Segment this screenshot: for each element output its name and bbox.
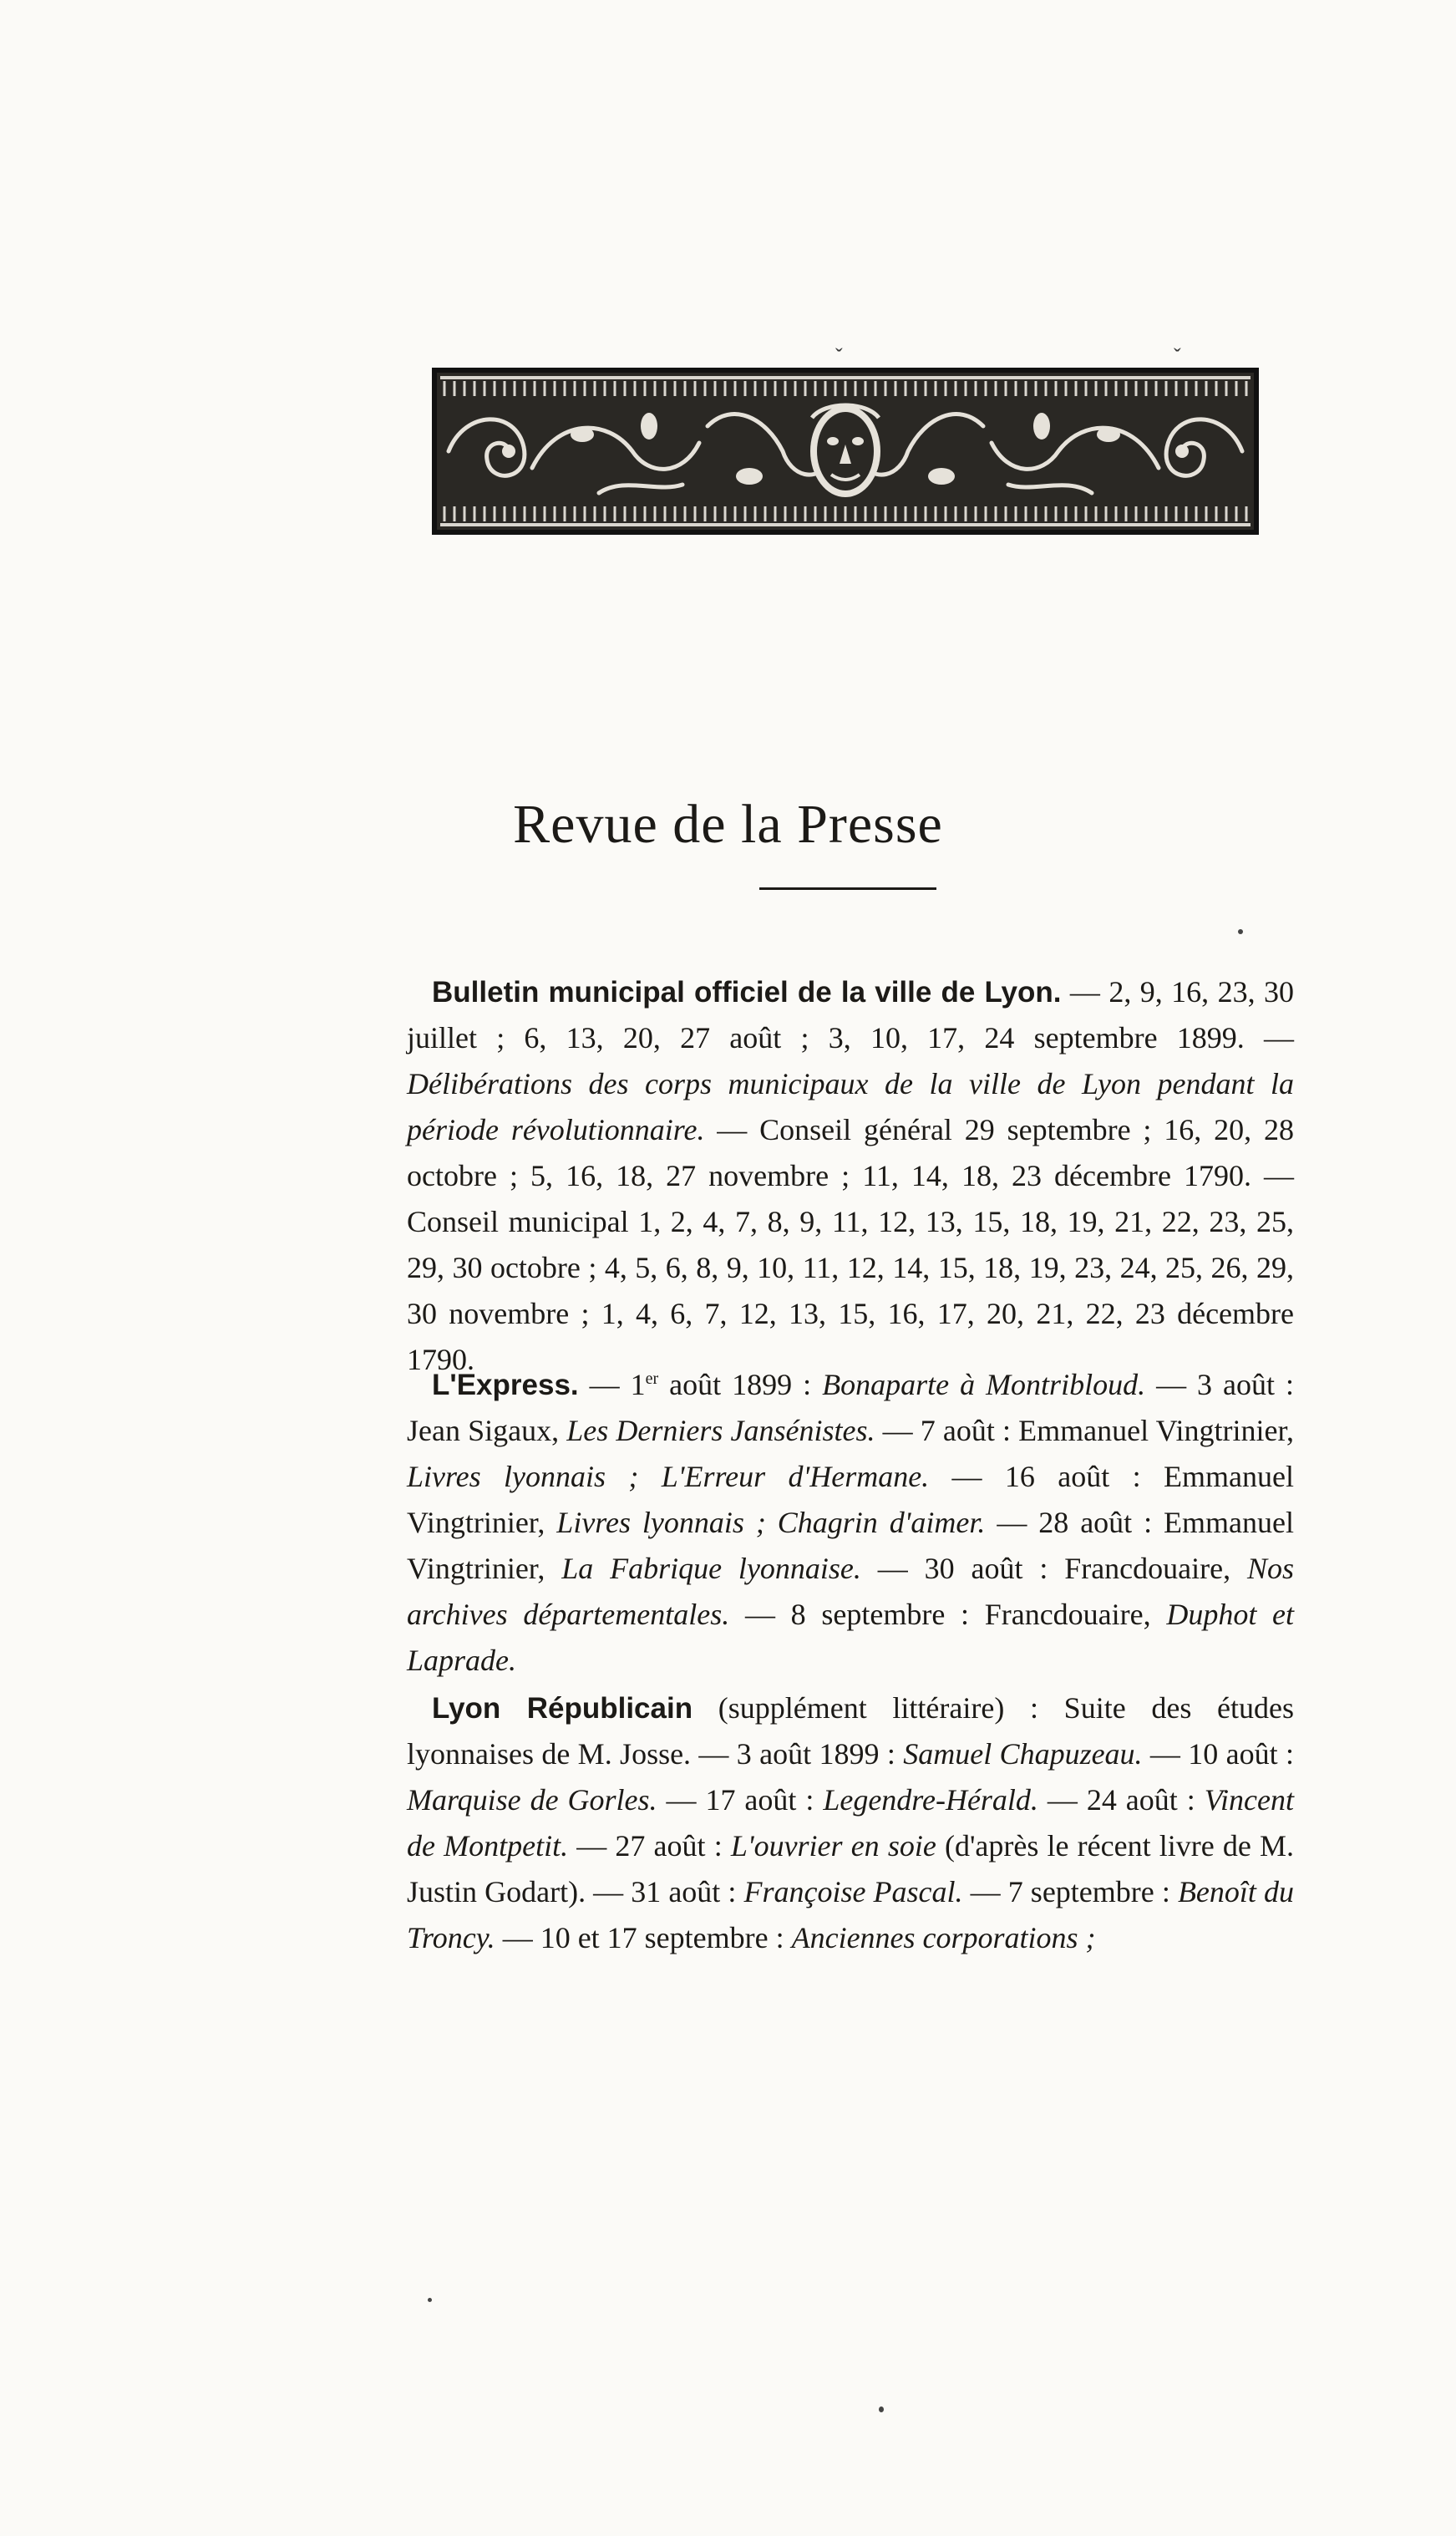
article-text: août 1899 :: [658, 1368, 823, 1401]
article-text: — 8 septembre : Francdouaire,: [729, 1598, 1167, 1631]
article-lead: Bulletin municipal officiel de la ville de Lyon.: [432, 976, 1062, 1009]
print-speck: [1238, 929, 1243, 934]
article-text: — 24 août :: [1037, 1783, 1205, 1817]
article-text: Legendre-Hérald.: [823, 1783, 1038, 1817]
article-text: Nos archives départementales.: [407, 1552, 1294, 1631]
article-text: Vincent de Montpetit.: [407, 1783, 1294, 1863]
article-text: Samuel Chapuzeau.: [903, 1737, 1143, 1771]
article-text: — 7 septembre :: [962, 1875, 1178, 1908]
article-text: Livres lyonnais ; Chagrin d'aimer.: [556, 1506, 986, 1539]
article-bulletin-municipal: [407, 969, 1294, 1383]
article-text: — 1: [578, 1368, 646, 1401]
page-title: Revue de la Presse: [513, 794, 943, 856]
article-text: — 17 août :: [657, 1783, 824, 1817]
article-text: (d'après le récent livre de M. Justin Godart). — 31 août :: [407, 1829, 1295, 1908]
article-lyon-republicain: [407, 1685, 1294, 1961]
article-paragraph: [407, 1685, 1294, 1961]
grotesque-mask-frieze-icon: [432, 368, 1259, 535]
article-text: Marquise de Gorles.: [407, 1783, 657, 1817]
article-text: L'ouvrier en soie: [730, 1829, 936, 1863]
article-text: Françoise Pascal.: [743, 1875, 963, 1908]
print-speck: [879, 2406, 884, 2412]
ornamental-headpiece: [432, 368, 1259, 535]
article-text: — 10 et 17 septembre :: [495, 1921, 792, 1954]
ornament-mark: ˇ: [1174, 344, 1181, 368]
article-text: — 30 août : Francdouaire,: [860, 1552, 1247, 1585]
article-text: — 10 août :: [1142, 1737, 1294, 1771]
article-text: (supplément littéraire) : Suite des études lyonnaises de M. Josse. — 3 août 1899 :: [407, 1691, 1294, 1771]
print-speck: [428, 2298, 432, 2302]
article-text: Benoît du Troncy.: [407, 1875, 1294, 1954]
article-paragraph: [407, 1362, 1294, 1684]
article-text: er: [645, 1370, 659, 1388]
ornament-mark: ˇ: [835, 344, 843, 368]
title-underline: [759, 887, 936, 890]
article-text: — 27 août :: [568, 1829, 731, 1863]
article-text: Duphot et Laprade.: [407, 1598, 1295, 1677]
article-text: Bonaparte à Montribloud.: [822, 1368, 1146, 1401]
article-text: — 2, 9, 16, 23, 30 juillet ; 6, 13, 20, 27 août ; 3, 10, 17, 24 septembre 1899. —: [407, 975, 1295, 1055]
article-text: Les Derniers Jansénistes.: [566, 1414, 875, 1447]
article-text: — Conseil général 29 septembre ; 16, 20, 28 octobre ; 5, 16, 18, 27 novembre ; 11, 14, 18, 23 décembre 1790. — Conseil municipal 1, 2, 4, 7, 8, 9, 11, 12, 13, 15, 18, 19, 21, 22, 23, 25, 29, 30 octobre ; 4, 5, 6, 8, 9, 10, 11, 12, 14, 15, 18, 19, 23, 24, 25, 26, 29, 30 novembre ; 1, 4, 6, 7, 12, 13, 15, 16, 17, 20, 21, 22, 23 décembre 1790.: [407, 1113, 1294, 1376]
article-paragraph: [407, 969, 1294, 1383]
article-text: — 16 août : Emmanuel Vingtrinier,: [407, 1460, 1294, 1539]
article-text: Délibérations des corps municipaux de la ville de Lyon pendant la période révolutionnaire.: [407, 1067, 1294, 1146]
article-text: Livres lyonnais ; L'Erreur d'Hermane.: [407, 1460, 930, 1493]
article-text: Anciennes corporations ;: [791, 1921, 1096, 1954]
article-lead: Lyon Républicain: [432, 1692, 693, 1725]
article-express: [407, 1362, 1294, 1684]
article-lead: L'Express.: [432, 1369, 579, 1401]
article-text: — 3 août : Jean Sigaux,: [407, 1368, 1295, 1447]
article-text: — 28 août : Emmanuel Vingtrinier,: [407, 1506, 1295, 1585]
article-text: — 7 août : Emmanuel Vingtrinier,: [875, 1414, 1294, 1447]
article-text: La Fabrique lyonnaise.: [561, 1552, 861, 1585]
